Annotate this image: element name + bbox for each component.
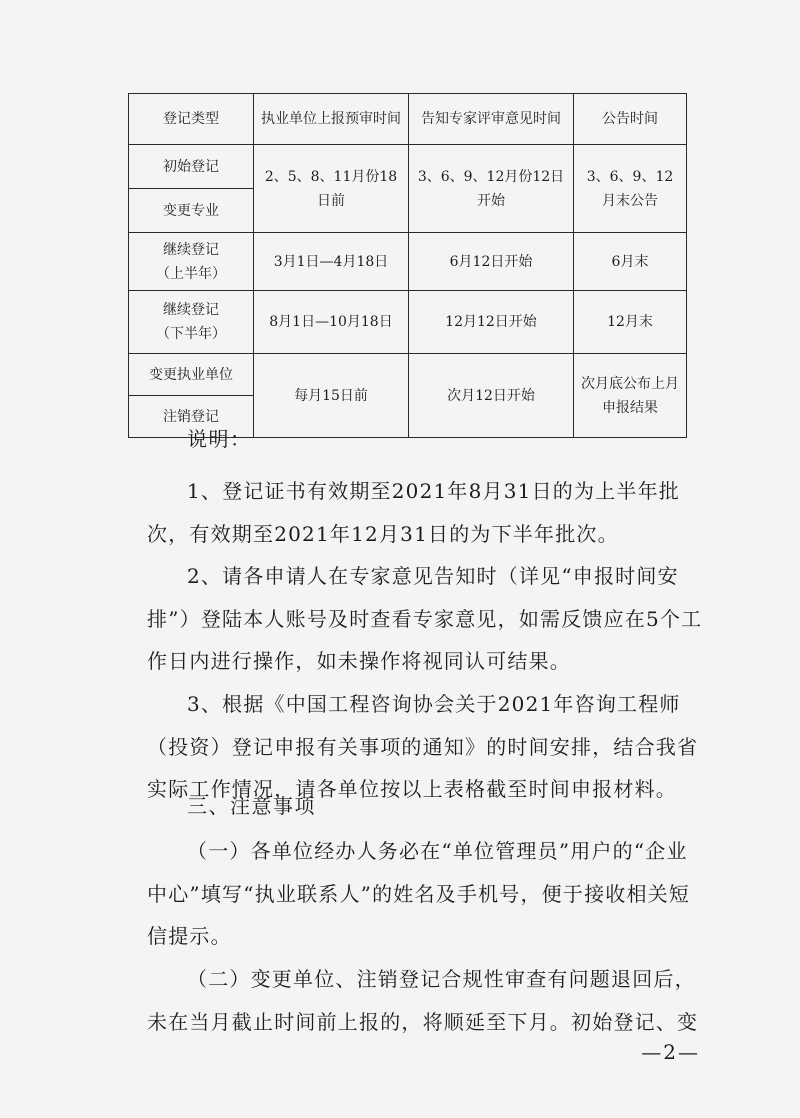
cell-announce-time: 3、6、9、12月末公告: [574, 145, 687, 233]
cell-report-time: 3月1日—4月18日: [254, 233, 409, 291]
cell-announce-time: 12月末: [574, 291, 687, 354]
cell-type-change-unit: 变更执业单位: [129, 354, 254, 396]
section-3-title: 三、注意事项: [187, 794, 316, 818]
type-line: 继续登记: [163, 241, 219, 258]
table-row: [129, 233, 687, 291]
cell-report-time: 每月15日前: [254, 354, 409, 438]
section-3-item-2: （二）变更单位、注销登记合规性审查有问题退回后，未在当月截止时间前上报的，将顺延至下月。初始登记、变: [147, 967, 699, 1034]
cell-announce-time: 次月底公布上月申报结果: [574, 354, 687, 438]
cell-report-time: 8月1日—10月18日: [254, 291, 409, 354]
table-header-row: [129, 94, 687, 145]
header-announce-time: 公告时间: [574, 94, 687, 145]
type-line: （下半年）: [156, 326, 226, 342]
table-row: [129, 145, 687, 189]
cell-expert-time: 6月12日开始: [409, 233, 574, 291]
cell-announce-time: 6月末: [574, 233, 687, 291]
notes-title: 说明：: [187, 427, 252, 451]
note-item-1: 1、登记证书有效期至2021年8月31日的为上半年批次，有效期至2021年12月31日的为下半年批次。: [147, 479, 680, 546]
section-3-item-1: （一）各单位经办人务必在“单位管理员”用户的“企业中心”填写“执业联系人”的姓名及手机号，便于接收相关短信提示。: [147, 839, 691, 948]
header-expert-time: 告知专家评审意见时间: [409, 94, 574, 145]
page-number: —2—: [641, 1040, 700, 1064]
table-row: [129, 291, 687, 354]
table-row: [129, 354, 687, 396]
header-report-time: 执业单位上报预审时间: [254, 94, 409, 145]
type-line: （上半年）: [156, 265, 226, 282]
note-item-2: 2、请各申请人在专家意见告知时（详见“申报时间安排”）登陆本人账号及时查看专家意见，如需反馈应在5个工作日内进行操作，如未操作将视同认可结果。: [147, 564, 703, 673]
note-item-3: 3、根据《中国工程咨询协会关于2021年咨询工程师（投资）登记申报有关事项的通知》的时间安排，结合我省实际工作情况，请各单位按以上表格截至时间申报材料。: [147, 692, 699, 801]
cell-type-continue-first-half: [129, 233, 254, 291]
cell-type-change-major: 变更专业: [129, 189, 254, 233]
cell-expert-time: 12月12日开始: [409, 291, 574, 354]
cell-report-time: 2、5、8、11月份18日前: [254, 145, 409, 233]
cell-expert-time: 3、6、9、12月份12日开始: [409, 145, 574, 233]
header-registration-type: 登记类型: [129, 94, 254, 145]
schedule-table: [128, 93, 687, 438]
cell-type-initial: 初始登记: [129, 145, 254, 189]
cell-type-continue-second-half: [129, 291, 254, 354]
type-line: 继续登记: [163, 302, 219, 318]
cell-expert-time: 次月12日开始: [409, 354, 574, 438]
cell-type-cancel: 注销登记: [129, 396, 254, 438]
